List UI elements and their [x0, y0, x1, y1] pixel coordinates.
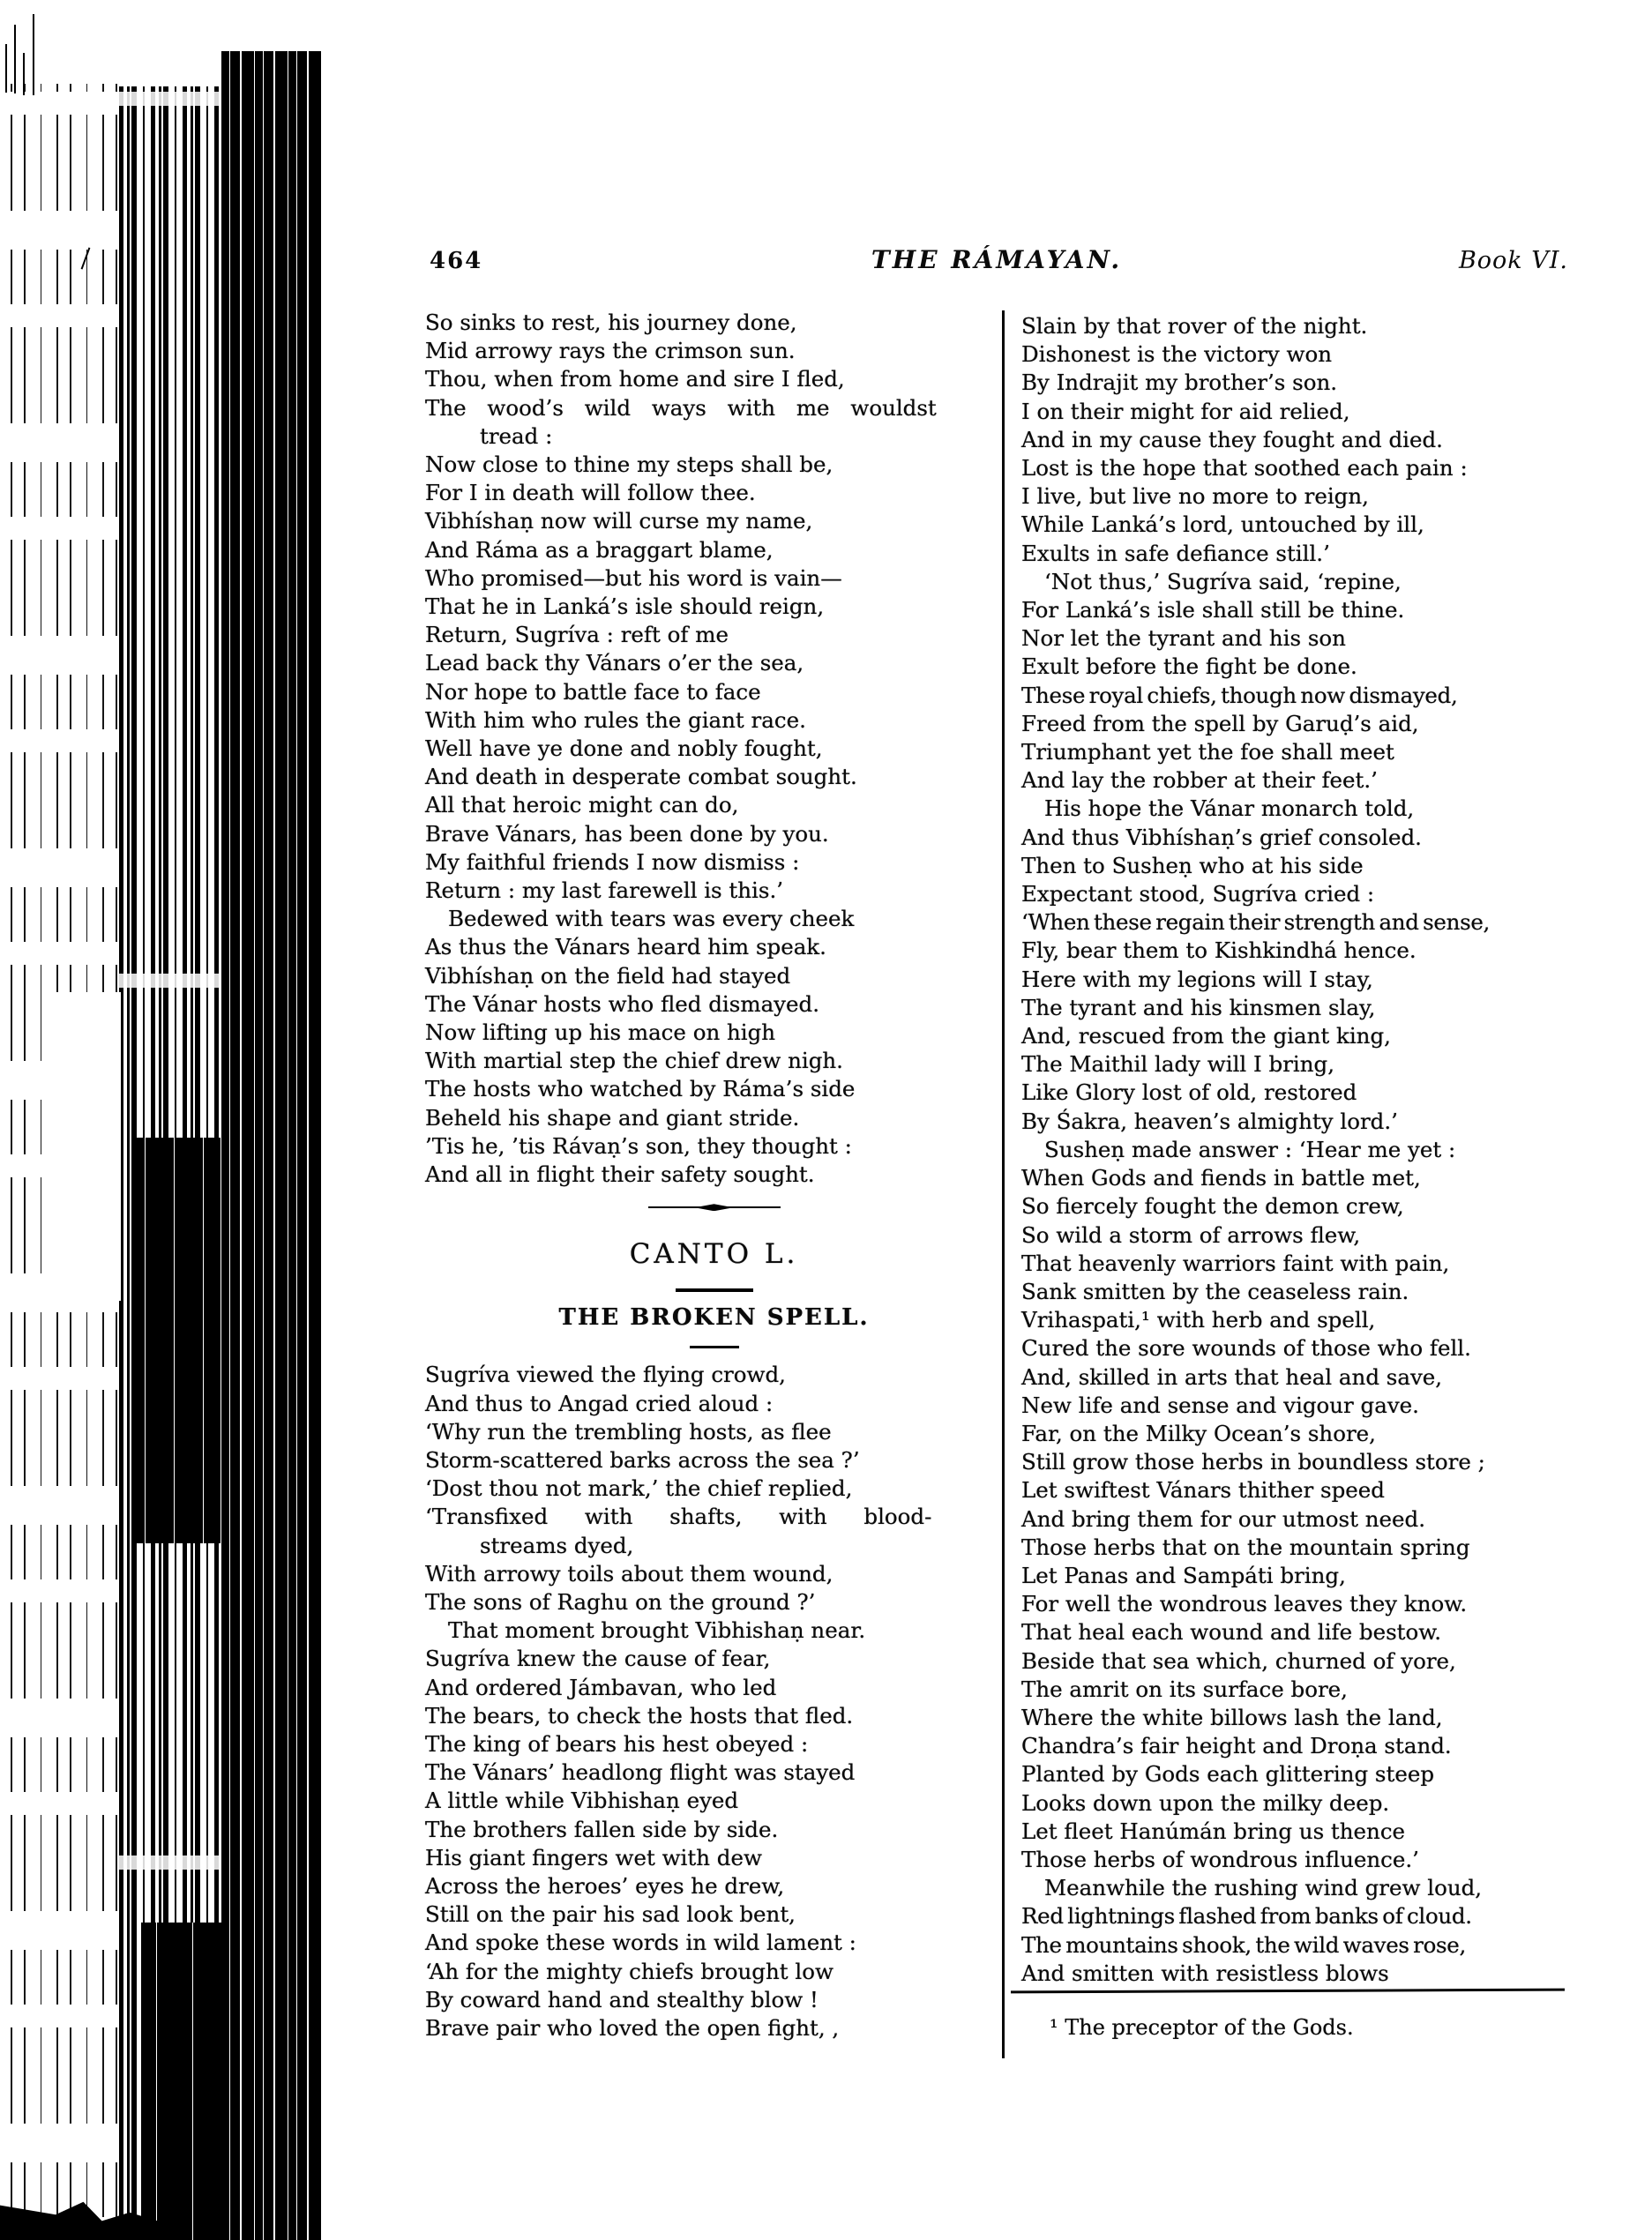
- verse-line: So fiercely fought the demon crew,: [1021, 1193, 1404, 1220]
- verse-line: As thus the Vánars heard him speak.: [425, 934, 826, 960]
- verse-line: His hope the Vánar monarch told,: [1044, 795, 1415, 822]
- verse-line: The amrit on its surface bore,: [1021, 1676, 1348, 1702]
- verse-line: Brave pair who loved the open fight, ,: [425, 2014, 840, 2041]
- verse-line: ’Tis he, ’tis Rávaṇ’s son, they thought :: [425, 1132, 852, 1159]
- verse-line: Let fleet Hanúmán bring us thence: [1021, 1818, 1406, 1844]
- verse-line: The Vánar hosts who fled dismayed.: [425, 990, 819, 1017]
- verse-line: And ordered Jámbavan, who led: [425, 1674, 777, 1700]
- verse-line: That moment brought Vibhishaṇ near.: [448, 1617, 866, 1644]
- verse-line: Sugríva knew the cause of fear,: [425, 1646, 771, 1672]
- verse-line: My faithful friends I now dismiss :: [425, 848, 800, 875]
- verse-line: Red lightnings flashed from banks of cloud.: [1021, 1903, 1472, 1930]
- ornament-diamond-icon: [695, 1204, 734, 1211]
- verse-line: With martial step the chief drew nigh.: [425, 1048, 843, 1074]
- verse-line: Still grow those herbs in boundless store ;: [1021, 1449, 1485, 1475]
- verse-line: That heavenly warriors faint with pain,: [1021, 1250, 1450, 1276]
- verse-line: Return : my last farewell is this.’: [425, 877, 784, 904]
- verse-line: Who promised—but his word is vain—: [425, 564, 842, 591]
- verse-line: Now close to thine my steps shall be,: [425, 452, 833, 478]
- verse-line: Let swiftest Vánars thither speed: [1021, 1477, 1385, 1504]
- verse-line: And smitten with resistless blows: [1021, 1960, 1389, 1986]
- verse-line: The Maithil lady will I bring,: [1021, 1051, 1334, 1078]
- verse-line: Vibhíshaṇ now will curse my name,: [425, 508, 813, 534]
- verse-line: By Śakra, heaven’s almighty lord.’: [1021, 1108, 1398, 1134]
- running-title: THE RÁMAYAN.: [871, 245, 1123, 274]
- verse-line: Chandra’s fair height and Droṇa stand.: [1021, 1733, 1452, 1759]
- verse-line: By Indrajit my brother’s son.: [1021, 370, 1338, 396]
- verse-line: By coward hand and stealthy blow !: [425, 1986, 819, 2012]
- verse-line: Still on the pair his sad look bent,: [425, 1901, 796, 1928]
- verse-line: I on their might for aid relied,: [1021, 398, 1350, 424]
- scan-gutter-white-gap: [49, 992, 121, 1301]
- section-ornament: [648, 1203, 781, 1212]
- verse-line: ‘Not thus,’ Sugríva said, ‘repine,: [1044, 568, 1402, 594]
- verse-line: Triumphant yet the foe shall meet: [1021, 739, 1394, 765]
- verse-line: And Ráma as a braggart blame,: [425, 536, 774, 563]
- verse-line: Exult before the fight be done.: [1021, 653, 1357, 680]
- verse-line: Storm-scattered barks across the sea ?’: [425, 1446, 860, 1473]
- footnote-rule: [1011, 1989, 1565, 1994]
- verse-line: And all in flight their safety sought.: [425, 1161, 815, 1188]
- verse-line: Freed from the spell by Garuḍ’s aid,: [1021, 710, 1419, 736]
- verse-line: tread :: [480, 422, 553, 449]
- verse-line: His giant fingers wet with dew: [425, 1844, 762, 1870]
- verse-line: Lost is the hope that soothed each pain :: [1021, 455, 1468, 482]
- verse-line: Sugríva viewed the flying crowd,: [425, 1362, 786, 1388]
- verse-line: A little while Vibhishaṇ eyed: [425, 1788, 739, 1814]
- verse-line: Mid arrowy rays the crimson sun.: [425, 338, 796, 364]
- subtitle-rule: [690, 1346, 739, 1348]
- verse-line: Where the white billows lash the land,: [1021, 1704, 1443, 1730]
- page-number: 464: [430, 248, 483, 274]
- verse-line: Like Glory lost of old, restored: [1021, 1079, 1357, 1106]
- verse-line: Planted by Gods each glittering steep: [1021, 1761, 1435, 1788]
- verse-line: Susheṇ made answer : ‘Hear me yet :: [1044, 1136, 1456, 1162]
- verse-line: And death in desperate combat sought.: [425, 764, 857, 790]
- verse-line: Lead back thy Vánars o’er the sea,: [425, 650, 804, 676]
- verse-line: Vrihaspati,¹ with herb and spell,: [1021, 1307, 1376, 1333]
- verse-line: While Lanká’s lord, untouched by ill,: [1021, 511, 1424, 538]
- verse-line: When Gods and fiends in battle met,: [1021, 1165, 1421, 1191]
- verse-line: For well the wondrous leaves they know.: [1021, 1591, 1468, 1617]
- scan-stray-mark: [33, 14, 34, 95]
- column-divider-rule: [1002, 310, 1005, 2058]
- verse-line: streams dyed,: [480, 1532, 634, 1558]
- verse-line: Dishonest is the victory won: [1021, 341, 1333, 368]
- verse-line: And bring them for our utmost need.: [1021, 1505, 1425, 1532]
- verse-line: The king of bears his hest obeyed :: [425, 1730, 809, 1757]
- verse-line: So sinks to rest, his journey done,: [425, 310, 797, 335]
- verse-line: These royal chiefs, though now dismayed,: [1021, 682, 1458, 708]
- verse-line: And lay the robber at their feet.’: [1021, 767, 1378, 794]
- verse-line: For Lanká’s isle shall still be thine.: [1021, 597, 1405, 623]
- verse-line: The bears, to check the hosts that fled.: [425, 1702, 854, 1729]
- verse-line: The mountains shook, the wild waves rose,: [1021, 1931, 1466, 1958]
- verse-line: Vibhíshaṇ on the field had stayed: [425, 962, 791, 989]
- verse-line: And in my cause they fought and died.: [1021, 426, 1443, 452]
- footnote-text: ¹ The preceptor of the Gods.: [1050, 2015, 1354, 2040]
- verse-line: Across the heroes’ eyes he drew,: [425, 1872, 785, 1899]
- verse-line: Thou, when from home and sire I fled,: [425, 366, 845, 392]
- verse-line: Sank smitten by the ceaseless rain.: [1021, 1278, 1409, 1304]
- verse-line: With him who rules the giant race.: [425, 706, 806, 733]
- verse-line: That heal each wound and life bestow.: [1021, 1619, 1442, 1646]
- verse-line: ‘Ah for the mighty chiefs brought low: [425, 1958, 833, 1984]
- verse-line: Let Panas and Sampáti bring,: [1021, 1562, 1346, 1588]
- verse-lines-before-heading: [425, 309, 1003, 1189]
- verse-line: ‘Transfixed with shafts, with blood-: [425, 1504, 932, 1530]
- verse-line: Return, Sugríva : reft of me: [425, 622, 729, 648]
- verse-line: Beheld his shape and giant stride.: [425, 1104, 800, 1131]
- scan-gutter-dense-band: [221, 51, 322, 2240]
- verse-line: Expectant stood, Sugríva cried :: [1021, 881, 1375, 907]
- heading-rule: [676, 1288, 753, 1292]
- verse-line: The sons of Raghu on the ground ?’: [425, 1588, 816, 1615]
- verse-line: Far, on the Milky Ocean’s shore,: [1021, 1420, 1376, 1446]
- verse-lines-after-heading: [425, 1361, 1003, 2042]
- verse-line: Looks down upon the milky deep.: [1021, 1789, 1390, 1816]
- scan-stray-mark: [14, 25, 16, 93]
- verse-line: The hosts who watched by Ráma’s side: [425, 1076, 856, 1102]
- book-label: Book VI.: [1458, 247, 1568, 274]
- verse-line: ‘When these regain their strength and sense,: [1021, 909, 1491, 936]
- scan-gutter-blotch: [141, 1923, 222, 2240]
- verse-line: New life and sense and vigour gave.: [1021, 1392, 1419, 1418]
- verse-line: Those herbs of wondrous influence.’: [1021, 1846, 1419, 1872]
- verse-line: Meanwhile the rushing wind grew loud,: [1044, 1875, 1483, 1901]
- verse-line: ‘Dost thou not mark,’ the chief replied,: [425, 1475, 853, 1502]
- verse-line: So wild a storm of arrows flew,: [1021, 1221, 1361, 1248]
- right-column: [1021, 312, 1599, 1988]
- verse-line: With arrowy toils about them wound,: [425, 1560, 833, 1587]
- canto-subtitle: THE BROKEN SPELL.: [558, 1304, 870, 1332]
- verse-line: ‘Why run the trembling hosts, as flee: [425, 1418, 832, 1445]
- verse-line: And, skilled in arts that heal and save,: [1021, 1363, 1443, 1390]
- scan-gutter-blotch: [132, 1138, 221, 1543]
- verse-line: Then to Susheṇ who at his side: [1021, 852, 1364, 878]
- verse-line: That he in Lanká’s isle should reign,: [425, 594, 825, 620]
- verse-line: Now lifting up his mace on high: [425, 1019, 776, 1046]
- verse-lines: [1021, 312, 1599, 1988]
- verse-line: The Vánars’ headlong flight was stayed: [425, 1759, 856, 1786]
- scan-stray-mark: [23, 53, 25, 95]
- verse-line: Slain by that rover of the night.: [1021, 313, 1368, 339]
- verse-line: The brothers fallen side by side.: [425, 1816, 779, 1842]
- verse-line: Nor hope to battle face to face: [425, 678, 761, 705]
- verse-line: Bedewed with tears was every cheek: [448, 906, 855, 932]
- verse-line: Exults in safe defiance still.’: [1021, 540, 1330, 566]
- verse-line: The tyrant and his kinsmen slay,: [1021, 994, 1376, 1020]
- scan-stray-mark: [5, 44, 7, 93]
- verse-line: And, rescued from the giant king,: [1021, 1023, 1391, 1049]
- verse-line: Fly, bear them to Kishkindhá hence.: [1021, 937, 1417, 964]
- verse-line: Nor let the tyrant and his son: [1021, 625, 1346, 652]
- verse-line: And thus Vibhíshaṇ’s grief consoled.: [1021, 824, 1422, 850]
- verse-line: All that heroic might can do,: [425, 792, 739, 818]
- verse-line: Brave Vánars, has been done by you.: [425, 820, 829, 847]
- verse-line: Well have ye done and nobly fought,: [425, 735, 823, 762]
- verse-line: Here with my legions will I stay,: [1021, 966, 1373, 992]
- verse-line: For I in death will follow thee.: [425, 480, 756, 506]
- verse-line: And spoke these words in wild lament :: [425, 1930, 856, 1956]
- left-column: [425, 309, 1003, 2042]
- verse-line: Those herbs that on the mountain spring: [1021, 1534, 1470, 1560]
- verse-line: I live, but live no more to reign,: [1021, 483, 1369, 510]
- verse-line: The wood’s wild ways with me wouldst: [425, 394, 937, 421]
- verse-line: Beside that sea which, churned of yore,: [1021, 1647, 1456, 1674]
- verse-line: Cured the sore wounds of those who fell.: [1021, 1335, 1471, 1362]
- canto-heading: CANTO L.: [629, 1238, 799, 1271]
- verse-line: And thus to Angad cried aloud :: [425, 1390, 774, 1416]
